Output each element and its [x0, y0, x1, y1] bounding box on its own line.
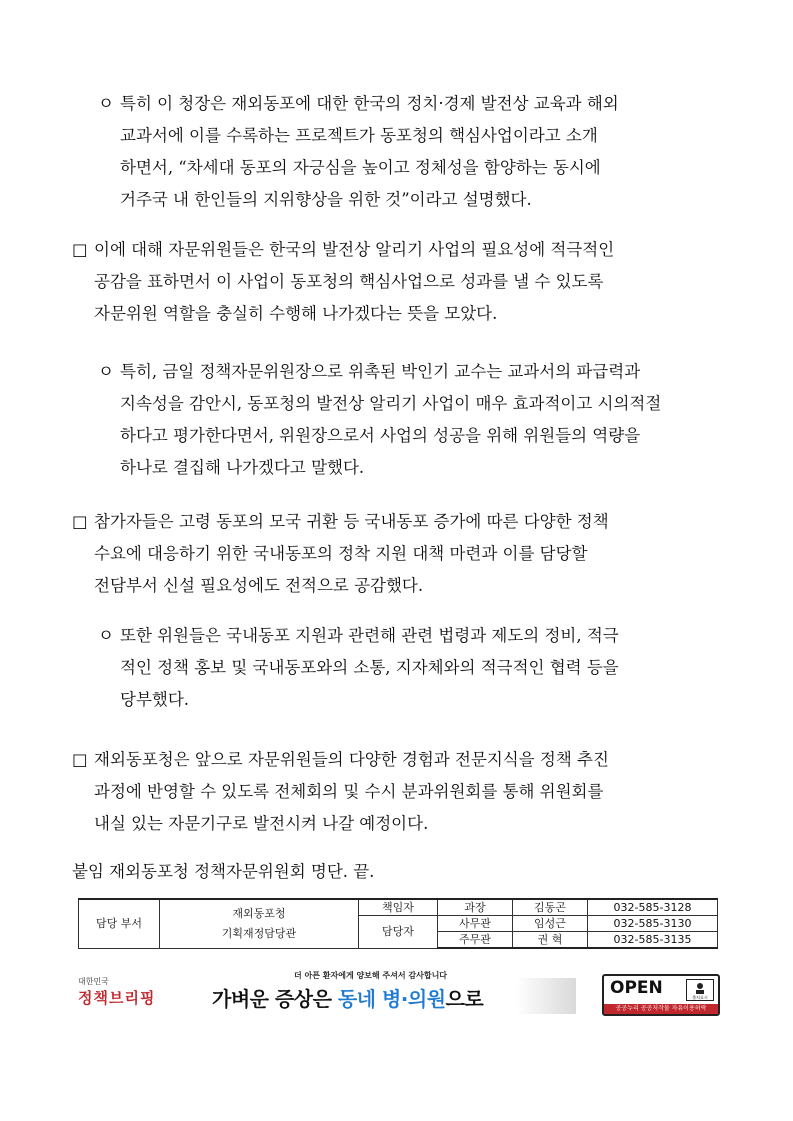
policy-briefing-logo[interactable]: [78, 976, 155, 1008]
dept-office: 기획재정담당관: [221, 926, 297, 940]
paragraph-6: [72, 744, 722, 840]
paragraph-line: 특히, 금일 정책자문위원장으로 위촉된 박인기 교수는 교과서의 파급력과: [120, 362, 641, 381]
contact-table: [78, 898, 718, 949]
circle-bullet: ㅇ: [98, 362, 114, 381]
paragraph-line: 하나로 결집해 나가겠다고 말했다.: [120, 458, 365, 477]
attachment-note: 붙임 재외동포청 정책자문위원회 명단. 끝.: [72, 862, 375, 881]
resp-label: 책임자: [359, 899, 438, 916]
campaign-subtitle: 더 아픈 환자에게 양보해 주셔서 감사합니다: [294, 971, 448, 980]
contact-phone: 032-585-3130: [588, 916, 718, 932]
attribution-caption: 출처표시: [692, 995, 708, 1000]
paragraph-line: 과정에 반영할 수 있도록 전체회의 및 수시 분과위원회를 통해 위원회를: [94, 782, 604, 801]
campaign-headline: [212, 983, 483, 1012]
attribution-icon: [686, 979, 714, 1001]
paragraph-line: 공감을 표하면서 이 사업이 동포청의 핵심사업으로 성과를 낼 수 있도록: [94, 272, 604, 291]
footer-banner: [78, 970, 718, 1020]
paragraph-line: 또한 위원들은 국내동포 지원과 관련해 관련 법령과 제도의 정비, 적극: [120, 626, 619, 645]
square-bullet: □: [72, 240, 88, 259]
campaign-banner: [206, 970, 576, 1016]
circle-bullet: ㅇ: [98, 94, 114, 113]
contact-name: 권 혁: [513, 932, 588, 949]
paragraph-5: [98, 620, 722, 716]
paragraph-line: 교과서에 이를 수록하는 프로젝트가 동포청의 핵심사업이라고 소개: [120, 126, 598, 145]
paragraph-1: [98, 88, 722, 216]
contact-title: 주무관: [438, 932, 513, 949]
paragraph-line: 하다고 평가한다면서, 위원장으로서 사업의 성공을 위해 위원들의 역량을: [120, 426, 641, 445]
paragraph-3: [98, 356, 722, 484]
paragraph-line: 이에 대해 자문위원들은 한국의 발전상 알리기 사업의 필요성에 적극적인: [94, 240, 615, 259]
paragraph-line: 당부했다.: [120, 690, 190, 709]
paragraph-line: 적인 정책 홍보 및 국내동포와의 소통, 지자체와의 적극적인 협력 등을: [120, 658, 619, 677]
dept-label: 담당 부서: [79, 899, 160, 948]
logo-title: 정책브리핑: [78, 989, 156, 1007]
campaign-text-b: 동네 병·의원: [337, 987, 446, 1011]
paragraph-line: 재외동포청은 앞으로 자문위원들의 다양한 경험과 전문지식을 정책 추진: [94, 750, 609, 769]
contact-title: 사무관: [438, 916, 513, 932]
circle-bullet: ㅇ: [98, 626, 114, 645]
contact-name: 임성근: [513, 916, 588, 932]
paragraph-line: 내실 있는 자문기구로 발전시켜 나갈 예정이다.: [94, 814, 429, 833]
paragraph-4: [72, 506, 722, 602]
campaign-text-c: 으로: [445, 987, 484, 1011]
paragraph-line: 자문위원 역할을 충실히 수행해 나가겠다는 뜻을 모았다.: [94, 304, 498, 323]
paragraph-line: 하면서, “차세대 동포의 자긍심을 높이고 정체성을 함양하는 동시에: [120, 158, 601, 177]
paragraph-2: [72, 234, 722, 330]
contact-phone: 032-585-3135: [588, 932, 718, 949]
dept-org: 재외동포청: [232, 906, 286, 920]
paragraph-line: 지속성을 감안시, 동포청의 발전상 알리기 사업이 매우 효과적이고 시의적절: [120, 394, 662, 413]
contact-name: 김동곤: [513, 899, 588, 916]
kogl-open-license[interactable]: [602, 974, 720, 1016]
open-label: OPEN: [610, 978, 663, 998]
paragraph-line: 참가자들은 고령 동포의 모국 귀환 등 국내동포 증가에 따른 다양한 정책: [94, 512, 609, 531]
square-bullet: □: [72, 750, 88, 769]
paragraph-line: 특히 이 청장은 재외동포에 대한 한국의 정치·경제 발전상 교육과 해외: [120, 94, 619, 113]
paragraph-line: 거주국 내 한인들의 지위향상을 위한 것”이라고 설명했다.: [120, 190, 532, 209]
paragraph-line: 전담부서 신설 필요성에도 전적으로 공감했다.: [94, 576, 424, 595]
square-bullet: □: [72, 512, 88, 531]
logo-caption: 대한민국: [78, 977, 109, 986]
staff-label: 담당자: [359, 916, 438, 949]
paragraph-line: 수요에 대응하기 위한 국내동포의 정착 지원 대책 마련과 이를 담당할: [94, 544, 588, 563]
campaign-decoration: [516, 978, 576, 1014]
campaign-text-a: 가벼운 증상은: [212, 987, 338, 1011]
contact-phone: 032-585-3128: [588, 899, 718, 916]
dept-name: [160, 899, 359, 948]
contact-title: 과장: [438, 899, 513, 916]
license-footer: 공공누리 공공저작물 자유이용허락: [604, 1004, 718, 1014]
